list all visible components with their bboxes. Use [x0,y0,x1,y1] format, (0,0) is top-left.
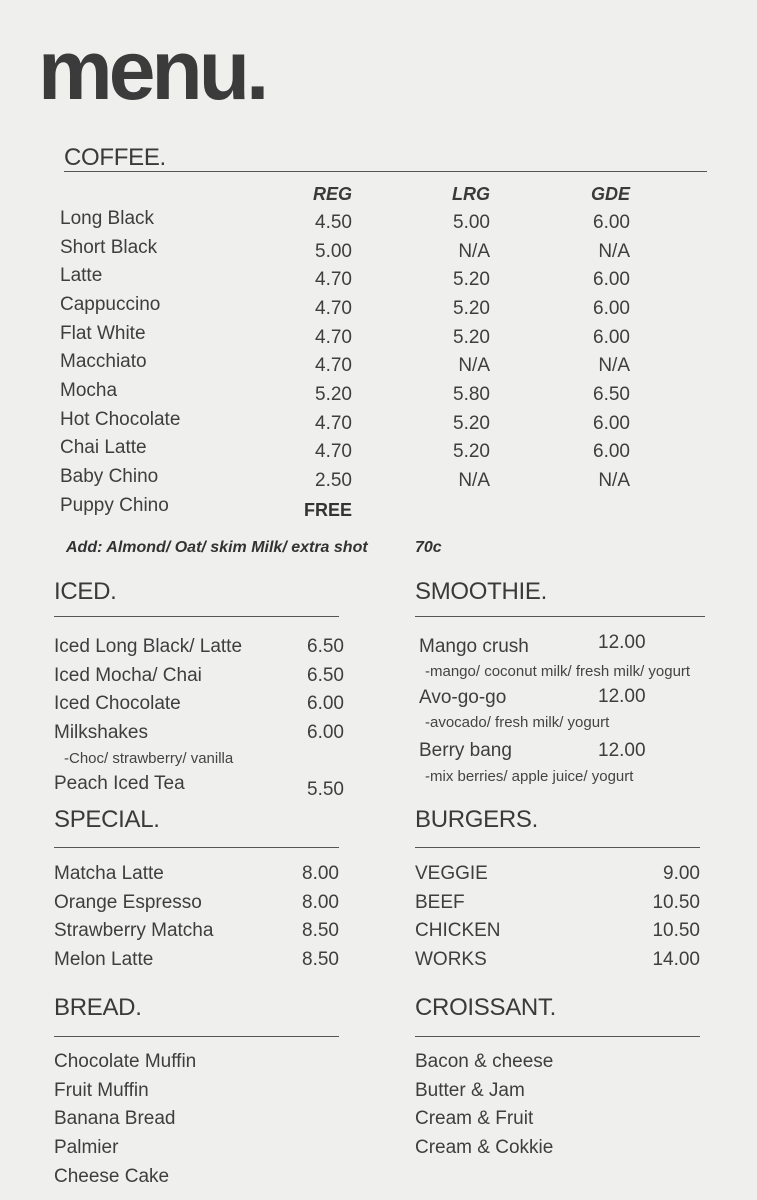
coffee-item-name: Macchiato [60,351,147,372]
coffee-price-gde: 6.00 [593,327,630,348]
coffee-item-name: Chai Latte [60,437,147,458]
iced-section-title: ICED. [54,578,117,605]
coffee-price-lrg: 5.80 [453,384,490,405]
smoothie-item-price: 12.00 [598,686,646,707]
smoothie-item-price: 12.00 [598,740,646,761]
coffee-price-gde: N/A [598,355,630,376]
coffee-price-gde: 6.00 [593,298,630,319]
special-item-price: 8.50 [302,949,339,970]
bread-divider [54,1036,339,1037]
coffee-item-name: Puppy Chino [60,495,169,516]
burger-item-price: 14.00 [652,949,700,970]
menu-title: menu. [38,23,266,117]
smoothie-item-note: -mix berries/ apple juice/ yogurt [425,768,634,785]
iced-item-name: Iced Chocolate [54,693,181,714]
burger-item-name: CHICKEN [415,920,501,941]
special-item-name: Matcha Latte [54,863,164,884]
coffee-price-lrg: N/A [458,355,490,376]
iced-item-price: 5.50 [307,779,344,800]
coffee-item-name: Short Black [60,237,158,258]
iced-item-note: -Choc/ strawberry/ vanilla [64,750,234,767]
special-item-name: Strawberry Matcha [54,920,214,941]
coffee-divider [64,171,707,172]
iced-item-name: Milkshakes [54,722,148,743]
bread-item-name: Banana Bread [54,1108,176,1129]
croissant-item-name: Cream & Cokkie [415,1137,554,1158]
coffee-price-lrg: 5.20 [453,441,490,462]
coffee-item-name: Long Black [60,208,155,229]
coffee-price-reg: 4.50 [315,212,352,233]
coffee-price-lrg: 5.00 [453,212,490,233]
coffee-price-reg: 4.70 [315,413,352,434]
coffee-price-gde: 6.00 [593,441,630,462]
coffee-price-reg: 5.00 [315,241,352,262]
special-item-name: Melon Latte [54,949,154,970]
smoothie-item-name: Berry bang [419,740,512,761]
smoothie-divider [415,616,705,617]
iced-item-name: Peach Iced Tea [54,773,185,794]
coffee-price-lrg: N/A [458,241,490,262]
smoothie-item-name: Mango crush [419,636,529,657]
iced-item-price: 6.50 [307,636,344,657]
coffee-price-lrg: 5.20 [453,298,490,319]
coffee-price-lrg: 5.20 [453,413,490,434]
special-item-name: Orange Espresso [54,892,202,913]
burger-item-price: 9.00 [663,863,700,884]
coffee-price-gde: 6.00 [593,269,630,290]
coffee-price-gde: N/A [598,241,630,262]
smoothie-item-price: 12.00 [598,632,646,653]
burger-item-price: 10.50 [652,892,700,913]
smoothie-item-name: Avo-go-go [419,687,507,708]
coffee-addon-text: Add: Almond/ Oat/ skim Milk/ extra shot [66,539,368,556]
coffee-price-reg: 2.50 [315,470,352,491]
special-item-price: 8.00 [302,892,339,913]
iced-item-price: 6.00 [307,722,344,743]
iced-item-name: Iced Long Black/ Latte [54,636,243,657]
burger-item-name: BEEF [415,892,465,913]
burger-item-name: VEGGIE [415,863,488,884]
bread-item-name: Palmier [54,1137,119,1158]
croissant-divider [415,1036,700,1037]
coffee-addon-price: 70c [415,539,442,556]
special-section-title: SPECIAL. [54,806,160,833]
bread-item-name: Chocolate Muffin [54,1051,197,1072]
burgers-section-title: BURGERS. [415,806,538,833]
iced-item-price: 6.00 [307,693,344,714]
iced-divider [54,616,339,617]
col-head-lrg: LRG [452,184,490,204]
coffee-item-name: Mocha [60,380,118,401]
smoothie-item-note: -mango/ coconut milk/ fresh milk/ yogurt [425,663,691,680]
coffee-price-reg: FREE [303,500,352,520]
coffee-item-name: Flat White [60,323,146,344]
bread-item-name: Cheese Cake [54,1166,170,1187]
coffee-price-reg: 5.20 [315,384,352,405]
coffee-price-gde: 6.50 [593,384,630,405]
burgers-divider [415,847,700,848]
bread-item-name: Fruit Muffin [54,1080,149,1101]
coffee-price-gde: 6.00 [593,212,630,233]
smoothie-item-note: -avocado/ fresh milk/ yogurt [425,714,610,731]
coffee-price-gde: N/A [598,470,630,491]
croissant-item-name: Bacon & cheese [415,1051,554,1072]
coffee-price-lrg: 5.20 [453,269,490,290]
coffee-price-reg: 4.70 [315,355,352,376]
iced-item-price: 6.50 [307,665,344,686]
iced-item-name: Iced Mocha/ Chai [54,665,202,686]
coffee-item-name: Baby Chino [60,466,159,487]
coffee-item-name: Cappuccino [60,294,161,315]
col-head-gde: GDE [590,184,630,204]
burger-item-name: WORKS [415,949,487,970]
coffee-section-title: COFFEE. [64,144,166,171]
coffee-price-lrg: 5.20 [453,327,490,348]
coffee-price-reg: 4.70 [315,327,352,348]
croissant-item-name: Butter & Jam [415,1080,525,1101]
smoothie-section-title: SMOOTHIE. [415,578,547,605]
special-item-price: 8.50 [302,920,339,941]
special-item-price: 8.00 [302,863,339,884]
bread-section-title: BREAD. [54,994,142,1021]
coffee-price-reg: 4.70 [315,441,352,462]
coffee-price-lrg: N/A [458,470,490,491]
col-head-reg: REG [312,184,352,204]
croissant-item-name: Cream & Fruit [415,1108,534,1129]
coffee-item-name: Hot Chocolate [60,409,181,430]
coffee-price-gde: 6.00 [593,413,630,434]
coffee-price-reg: 4.70 [315,269,352,290]
coffee-price-reg: 4.70 [315,298,352,319]
croissant-section-title: CROISSANT. [415,994,557,1021]
burger-item-price: 10.50 [652,920,700,941]
special-divider [54,847,339,848]
coffee-item-name: Latte [60,265,103,286]
